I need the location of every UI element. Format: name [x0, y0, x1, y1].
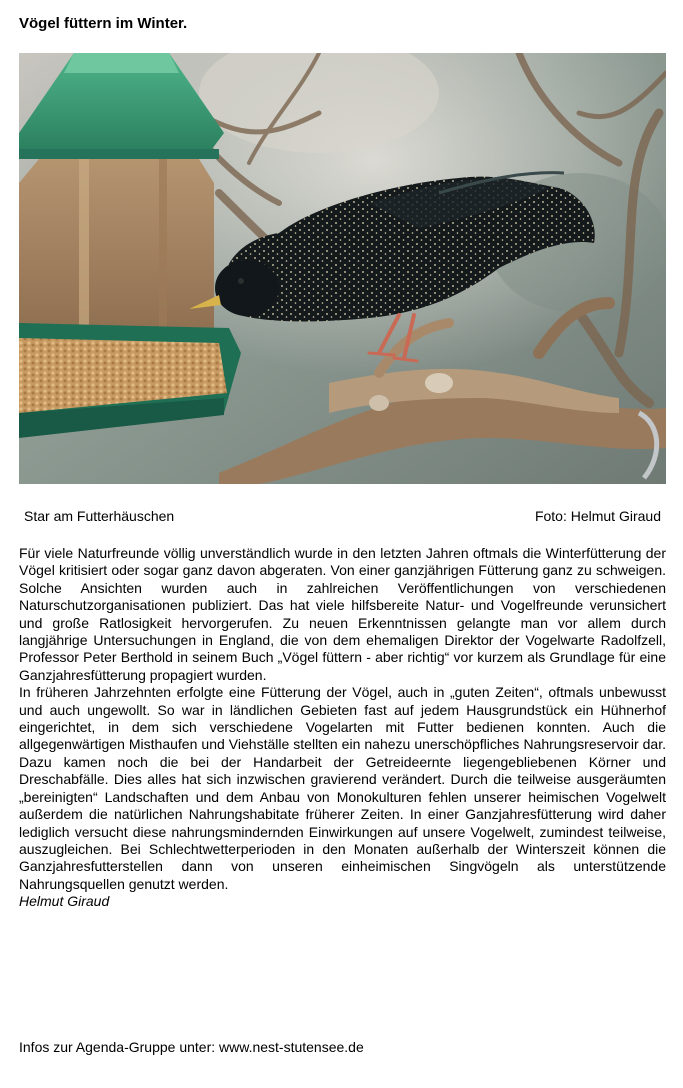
article-body	[19, 545, 666, 911]
starling-at-feeder-image	[19, 53, 666, 484]
article-title: Vögel füttern im Winter.	[19, 15, 188, 32]
author-signature: Helmut Giraud	[19, 893, 110, 910]
agenda-group-info: Infos zur Agenda-Gruppe unter: www.nest-stutensee.de	[19, 1039, 364, 1055]
paragraph: In früheren Jahrzehnten erfolgte eine Fütterung der Vögel, auch in „guten Zeiten“, oftmals unbewusst und auch ungewollt. So war in ländlichen Gebieten fast auf jedem Hausgrundstück ein Hühnerhof eingerichtet, in dem sich verschiedene Vogelarten mit Futter bedienen konnten. Auch die allgegenwärtigen Misthaufen und Viehställe stellten ein nahezu unerschöpfliches Nahrungsreservoir dar. Dazu kamen noch die bei der Handarbeit der Getreideernte liegengebliebenen Körner und Dreschabfälle. Dies alles hat sich inzwischen gravierend verändert. Durch die teilweise ausgeräumten „bereinigten“ Landschaften und dem Anbau von Monokulturen fehlen unserer heimischen Vogelwelt außerdem die natürlichen Nahrungshabitate früherer Zeiten. In einer Ganzjahresfütterung wird daher lediglich versucht diese nahrungsmindernden Einwirkungen auf unsere Vogelwelt, zumindest teilweise, auszugleichen. Bei Schlechtwetterperioden in den Monaten außerhalb der Winterszeit können die Ganzjahresfutterstellen dann von unseren einheimischen Singvögeln als unterstützende Nahrungsquellen genutzt werden.	[19, 684, 666, 892]
starling-photo	[19, 53, 666, 484]
photo-caption: Star am Futterhäuschen	[24, 508, 175, 524]
photo-credit: Foto: Helmut Giraud	[534, 508, 661, 524]
paragraph: Für viele Naturfreunde völlig unverständlich wurde in den letzten Jahren oftmals die Winterfütterung der Vögel kritisiert oder sogar ganz davon abgeraten. Von einer ganzjährigen Fütterung ganz zu schweigen. Solche Ansichten wurden auch in zahlreichen Veröffentlichungen von verschiedenen Naturschutzorganisationen publiziert. Das hat viele hilfsbereite Natur- und Vogelfreunde verunsichert und große Ratlosigkeit hervorgerufen. Zu neuen Erkenntnissen gelangte man vor allem durch langjährige Untersuchungen in England, die von dem ehemaligen Direktor der Vogelwarte Radolfzell, Professor Peter Berthold in seinem Buch „Vögel füttern - aber richtig“ vor kurzem als Grundlage für eine Ganzjahresfütterung propagiert wurden.	[19, 545, 666, 683]
